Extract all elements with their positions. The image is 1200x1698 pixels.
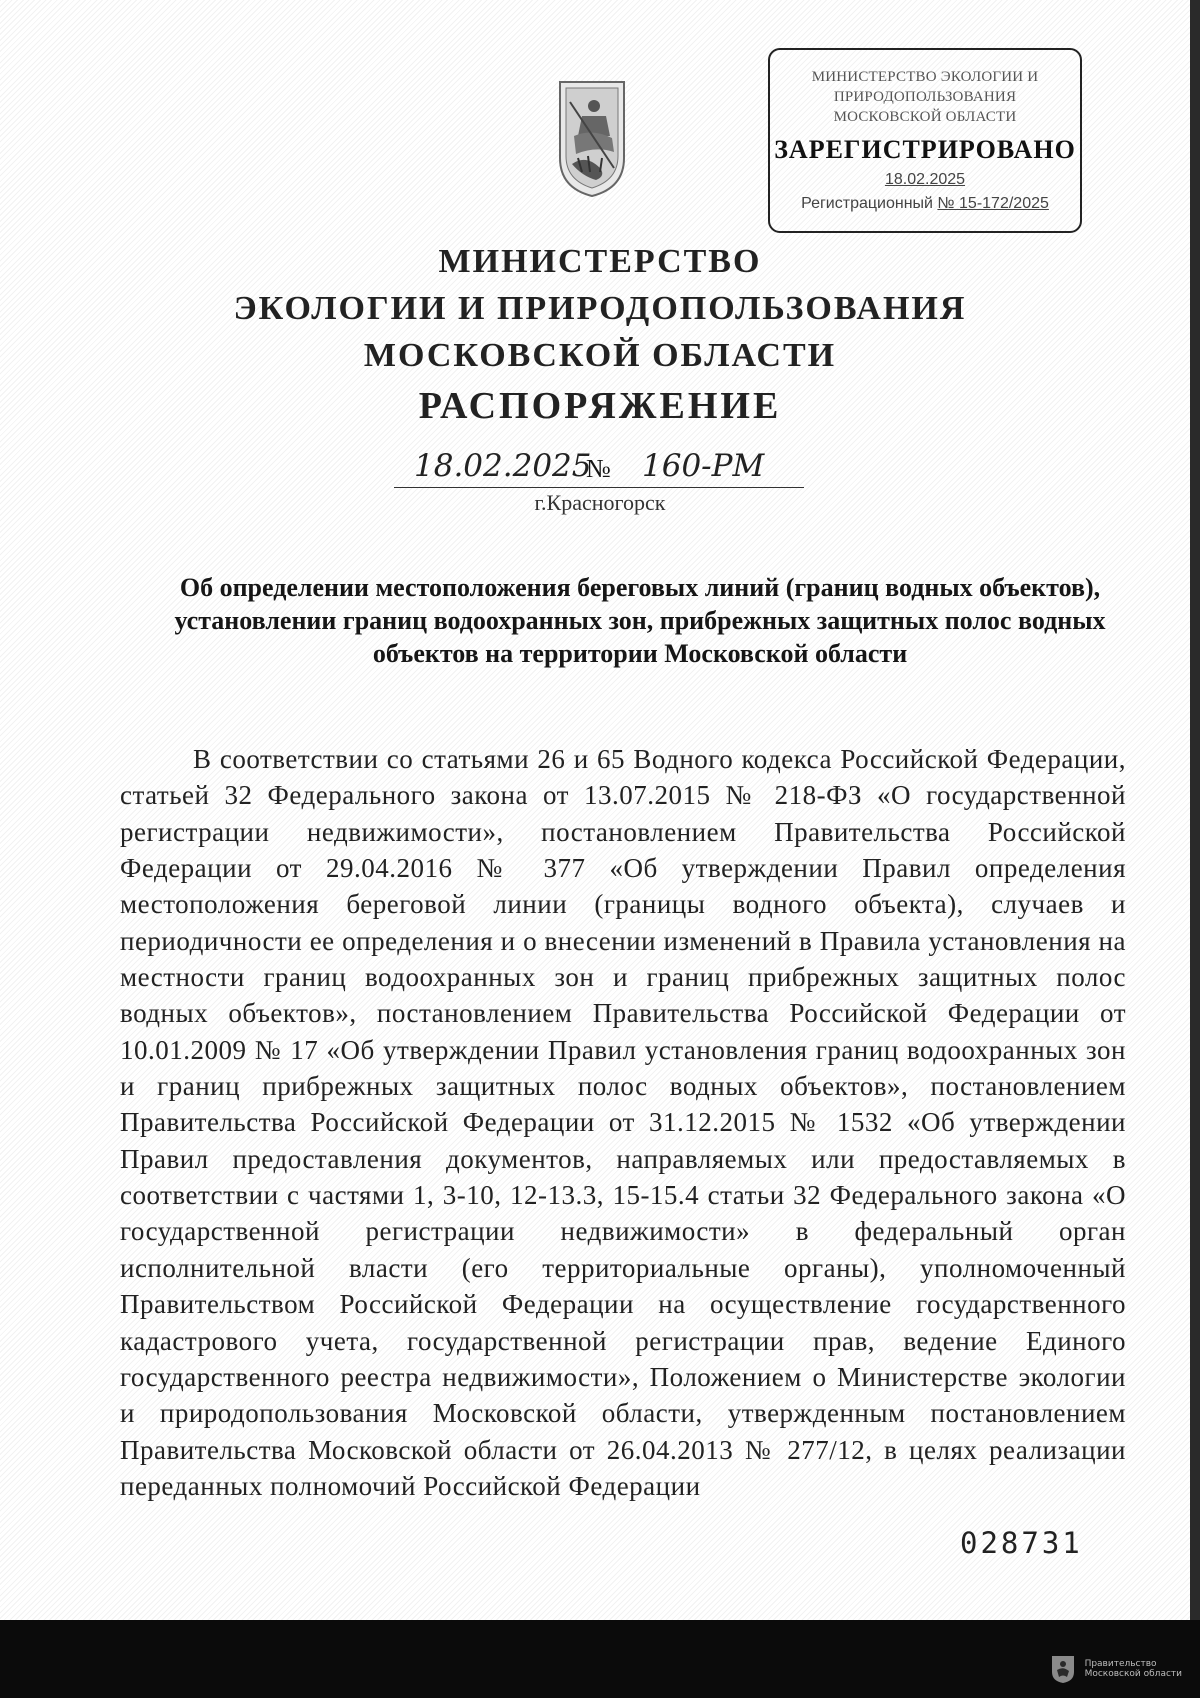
stamp-registration-number: Регистрационный № 15-172/2025	[801, 195, 1049, 212]
coat-of-arms-icon	[552, 72, 632, 200]
government-logo	[1049, 1654, 1182, 1684]
handwritten-date: 18.02.2025	[414, 448, 592, 484]
page-code: 028731	[960, 1526, 1083, 1560]
city: г.Красногорск	[534, 490, 666, 515]
registration-stamp	[768, 48, 1082, 233]
stamp-organization: МИНИСТЕРСТВО ЭКОЛОГИИ И ПРИРОДОПОЛЬЗОВАНИЯ МОСКОВСКОЙ ОБЛАСТИ	[811, 69, 1039, 125]
stamp-status: ЗАРЕГИСТРИРОВАНО	[774, 135, 1076, 164]
document-date-number	[394, 448, 804, 488]
body-paragraph: В соответствии со статьями 26 и 65 Водного кодекса Российской Федерации, статьей 32 Федерального закона от 13.07.2015 № 218-ФЗ «О государственной регистрации недвижимости», постановлением Правительства Российской Федерации от 29.04.2016 № 377 «Об утверждении Правил определения местоположения береговой линии (границы водного объекта), случаев и периодичности ее определения и о внесении изменений в Правила установления на местности границ водоохранных зон и границ прибрежных защитных полос водных объектов», постановлением Правительства Российской Федерации от 10.01.2009 № 17 «Об утверждении Правил установления границ водоохранных зон и границ прибрежных защитных полос водных объектов», постановлением Правительства Российской Федерации от 31.12.2015 № 1532 «Об утверждении Правил предоставления документов, направляемых или предоставляемых в соответствии с частями 1, 3-10, 12-13.3, 15-15.4 статьи 32 Федерального закона «О государственной регистрации недвижимости» в федеральный орган исполнительной власти (его территориальные органы), уполномоченный Правительством Российской Федерации на осуществление государственного кадастрового учета, государственной регистрации прав, ведение Единого государственного реестра недвижимости», Положением о Министерстве экологии и природопользования Московской области, утвержденным постановлением Правительства Московской области от 26.04.2013 № 277/12, в целях реализации переданных полномочий Российской Федерации	[120, 744, 1126, 1501]
ministry-heading: МИНИСТЕРСТВО ЭКОЛОГИИ И ПРИРОДОПОЛЬЗОВАНИЯ МОСКОВСКОЙ ОБЛАСТИ	[233, 243, 967, 374]
handwritten-number: 160-РМ	[642, 448, 765, 484]
scan-footer-band	[0, 1620, 1200, 1698]
signature-line	[394, 487, 804, 488]
document-subject: Об определении местоположения береговых линий (границ водных объектов), установлении границ водоохранных зон, прибрежных защитных полос водных объектов на территории Московской области	[174, 573, 1106, 668]
government-emblem-icon	[1049, 1654, 1077, 1684]
number-sign: №	[586, 454, 611, 483]
footer-logo-text: Правительство Московской области	[1084, 1659, 1182, 1679]
document-type: РАСПОРЯЖЕНИЕ	[418, 385, 782, 427]
stamp-date: 18.02.2025	[884, 171, 966, 188]
